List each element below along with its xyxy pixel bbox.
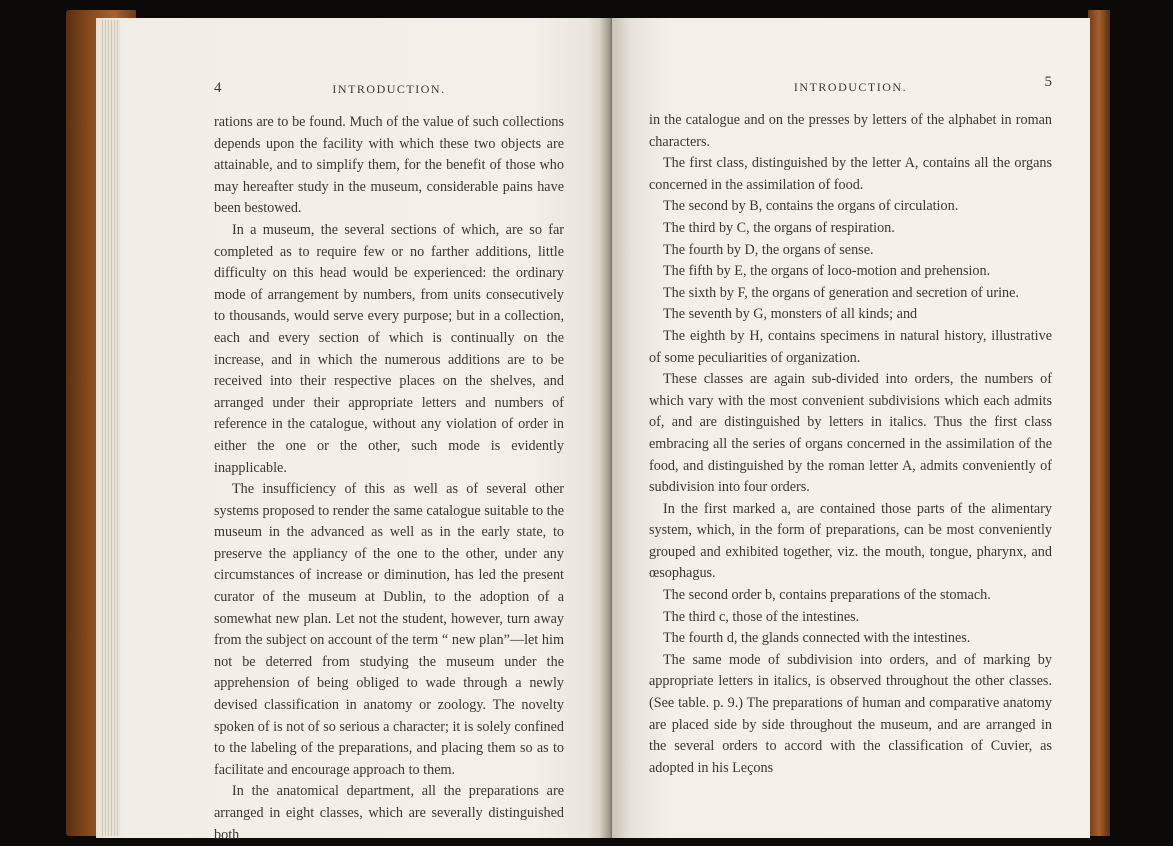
right-running-head: INTRODUCTION.	[793, 80, 908, 94]
left-paragraph: In a museum, the several sections of which, are so far completed as to require few or no farther additions, little difficulty on this head would be experienced: the ordinary mode of arrangement by numbers, from units consecutively to thousands, would serve every purpose; but in a collection, each and every section of which is continually on the increase, and in which the numerous additions are to be received into their respective places on the shelves, and arranged under their appropriate letters and numbers of reference in the catalogue, without any violation of order in either the one or the other, such mode is evidently inapplicable.	[214, 221, 564, 476]
right-paragraph: The third by C, the organs of respiration.	[663, 219, 895, 236]
right-paragraph: The fifth by E, the organs of loco-motion and prehension.	[663, 263, 991, 280]
right-paragraph: The same mode of subdivision into orders, and of marking by appropriate letters in italics, is observed throughout the other classes. (See table. p. 9.) The preparations of human and comparative anatomy are placed side by side throughout the museum, and are arranged in the several orders to accord with the classification of Cuvier, as adopted in his Leçons	[649, 651, 1052, 776]
left-paragraph: In the anatomical department, all the preparations are arranged in eight classes, which are severally distinguished both	[214, 783, 564, 843]
right-paragraph: The fourth d, the glands connected with the intestines.	[663, 630, 971, 647]
right-page-number: 5	[1044, 74, 1052, 90]
left-page-number: 4	[214, 80, 222, 96]
book-cover-right	[1088, 10, 1110, 836]
page-stack-edges	[100, 20, 120, 836]
right-page	[612, 18, 1090, 838]
right-paragraph: The fourth by D, the organs of sense.	[663, 241, 874, 258]
right-page-header	[649, 74, 1052, 102]
right-paragraph: The first class, distinguished by the letter A, contains all the organs concerned in the assimilation of food.	[649, 155, 1052, 193]
left-paragraph: The insufficiency of this as well as of several other systems proposed to render the same catalogue suitable to the museum in the advanced as well as in the early state, to preserve the appliancy of the one to the other, under any circumstances of increase or diminution, has led the present curator of the museum at Dublin, to the adoption of a somewhat new plan. Let not the student, however, turn away from the subject on account of the term “ new plan”—let him not be deterred from studying the museum under the apprehension of being obliged to wade through a newly devised classification in anatomy or zoology. The novelty spoken of is not of so serious a character; it is solely confined to the labeling of the preparations, and placing them so as to facilitate and encourage approach to them.	[214, 481, 564, 778]
left-paragraph: rations are to be found. Much of the value of such collections depends upon the facility with which these two objects are attainable, and to simplify them, for the benefit of those who may hereafter study in the museum, considerable pains have been bestowed.	[214, 114, 564, 217]
right-paragraph: The eighth by H, contains specimens in natural history, illustrative of some peculiarities of organization.	[649, 327, 1052, 366]
left-page	[96, 18, 608, 843]
right-paragraph: The second order b, contains preparations of the stomach.	[663, 587, 991, 604]
right-paragraph: The sixth by F, the organs of generation and secretion of urine.	[663, 284, 1019, 301]
right-paragraph: The seventh by G, monsters of all kinds; and	[663, 306, 918, 323]
right-paragraph: These classes are again sub-divided into orders, the numbers of which vary with the most convenient subdivisions which each admits of, and are distinguished by letters in italics. Thus the first class embracing all the series of organs concerned in the assimilation of the food, and distinguished by the roman letter A, admits conveniently of subdivision into four orders.	[649, 371, 1052, 496]
right-paragraph: The second by B, contains the organs of circulation.	[663, 198, 959, 215]
right-paragraph: The third c, those of the intestines.	[663, 608, 860, 625]
right-paragraph: in the catalogue and on the presses by letters of the alphabet in roman characters.	[649, 112, 1052, 150]
right-paragraph: In the first marked a, are contained those parts of the alimentary system, which, in the form of preparations, can be most conveniently grouped and exhibited together, viz. the mouth, tongue, pharynx, and œsophagus.	[649, 500, 1052, 582]
left-running-head: INTRODUCTION.	[332, 82, 446, 96]
left-page-header	[214, 82, 564, 104]
